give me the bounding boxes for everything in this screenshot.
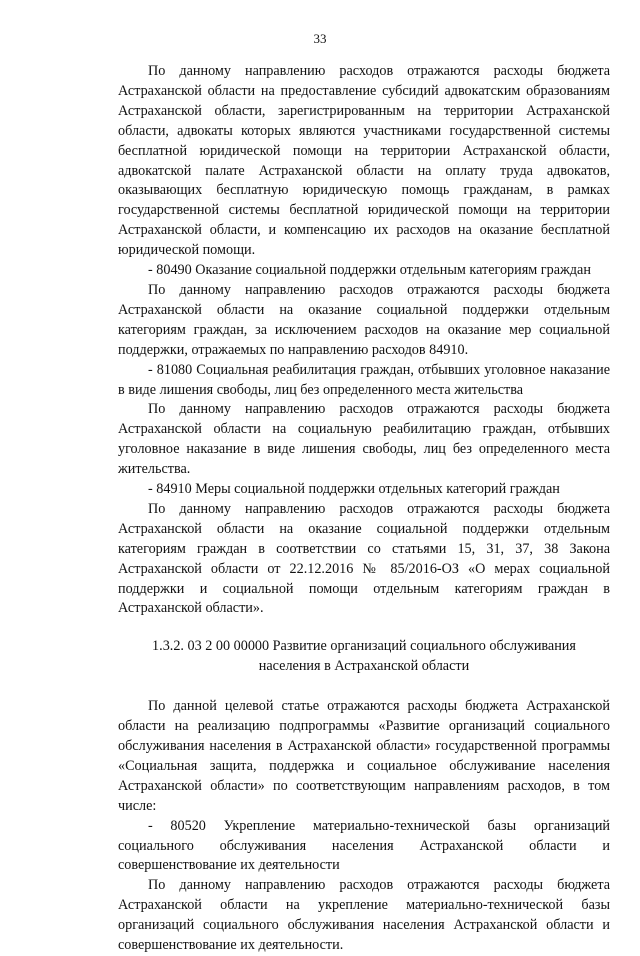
paragraph-80490-description: По данному направлению расходов отражаются расходы бюджета Астраханской области на оказание социальной поддержки отдельным категориям граждан, за исключением расходов на оказание мер социальной поддержки, отражаемых по направлению расходов 84910. — [118, 281, 610, 358]
paragraph-subsidies-description: По данному направлению расходов отражаются расходы бюджета Астраханской области на предоставление субсидий адвокатским образованиям Астраханской области, зарегистрированным на территории Астраханской области, адвокаты которых являются участниками государственной системы бесплатной юридической помощи на территории Астраханской области, адвокатской палате Астраханской области на оплату труда адвокатов, оказывающих бесплатную юридическую помощь гражданам, в рамках государственной системы бесплатной юридической помощи на территории Астраханской области, и компенсацию их расходов на оказание бесплатной юридической помощи. — [118, 63, 610, 259]
page-content — [118, 62, 610, 956]
paragraph-84910-description: По данному направлению расходов отражаются расходы бюджета Астраханской области на оказание социальной поддержки отдельным категориям граждан в соответствии со статьями 15, 31, 37, 38 Закона Астраханской области от 22.12.2016 № 85/2016-ОЗ «О мерах социальной поддержки и социальной помощи отдельным категориям граждан в Астраханской области». — [118, 500, 610, 617]
expense-item-81080: - 81080 Социальная реабилитация граждан, отбывших уголовное наказание в виде лишения свободы, лиц без определенного места жительства — [118, 361, 610, 398]
section-heading: 1.3.2. 03 2 00 00000 Развитие организаций социального обслуживания населения в Астраханской области — [152, 638, 576, 675]
paragraph-section-intro: По данной целевой статье отражаются расходы бюджета Астраханской области на реализацию подпрограммы «Развитие организаций социального обслуживания населения в Астраханской области» государственной программы «Социальная защита, поддержка и социальное обслуживание населения Астраханской области» по соответствующим направлениям расходов, в том числе: — [118, 698, 610, 814]
expense-item-80490: - 80490 Оказание социальной поддержки отдельным категориям граждан — [148, 262, 591, 279]
paragraph-81080-description: По данному направлению расходов отражаются расходы бюджета Астраханской области на социальную реабилитацию граждан, отбывших уголовное наказание в виде лишения свободы, лиц без определенного места жительства. — [118, 401, 610, 478]
paragraph-80520-description: По данному направлению расходов отражаются расходы бюджета Астраханской области на укрепление материально-технической базы организаций социального обслуживания населения Астраханской области и совершенствование их деятельности. — [118, 877, 610, 954]
expense-item-84910: - 84910 Меры социальной поддержки отдельных категорий граждан — [148, 481, 560, 498]
page-number: 33 — [313, 31, 327, 46]
expense-item-80520: - 80520 Укрепление материально-технической базы организаций социального обслуживания населения Астраханской области и совершенствование их деятельности — [118, 817, 610, 874]
